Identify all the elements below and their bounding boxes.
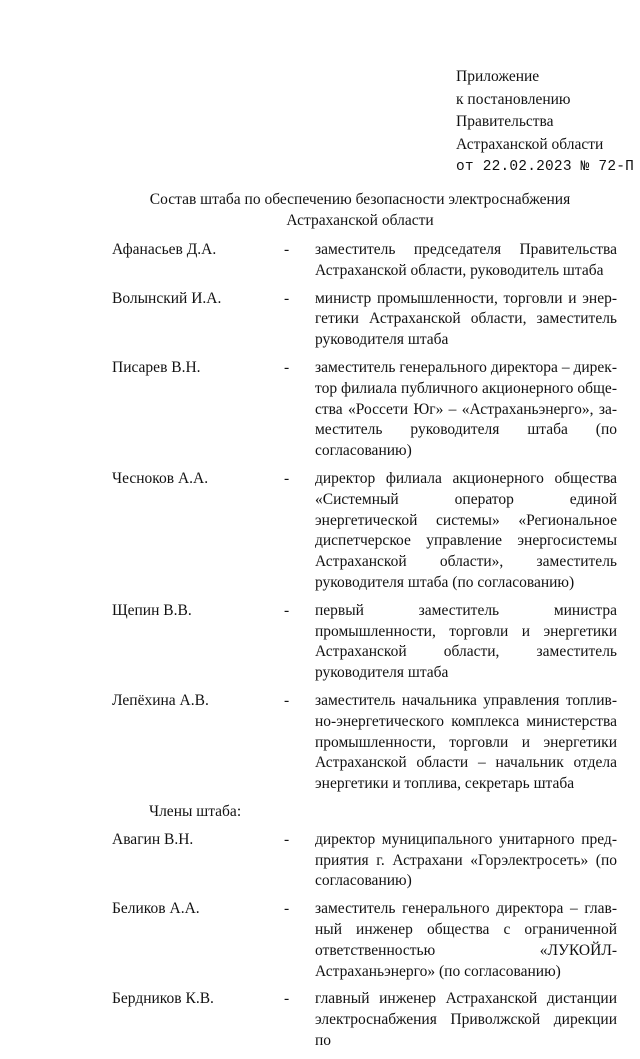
person-name: Чесноков А.А. — [112, 469, 209, 487]
person-name: Беликов А.А. — [112, 900, 200, 918]
person-role: заместитель начальника управления топливно-энергетического комплекса министерства промышленности, торговли и энергетики Астраханской области – начальник отдела энергетики и топлива, секретарь штаба — [315, 691, 617, 793]
person-role: директор муниципального унитарного предприятия г. Астрахани «Горэлектросеть» (по согласованию) — [315, 830, 617, 890]
document-title — [100, 189, 620, 231]
person-role: заместитель генерального директора – директор филиала публичного акционерного общества «Россети Юг» – «Астраханьэнерго», заместитель руководителя штаба (по согласованию) — [315, 358, 617, 460]
appendix-header — [456, 66, 634, 179]
list-item — [112, 691, 622, 795]
person-role: главный инженер Астраханской дистанции электроснабжения Приволжской дирекции по — [315, 990, 617, 1049]
list-item — [112, 358, 622, 462]
appendix-line-3: Правительства — [456, 113, 554, 130]
person-name: Волынский И.А. — [112, 289, 222, 307]
list-item — [112, 899, 622, 982]
person-name: Щепин В.В. — [112, 601, 192, 619]
title-line-1: Состав штаба по обеспечению безопасности электроснабжения — [149, 191, 571, 208]
person-role: директор филиала акционерного общества «Системный оператор единой энергетической системы» «Региональное диспетчерское управление энергосистемы Астраханской области», заместитель руководителя штаба (по согласованию) — [315, 469, 617, 591]
separator-dash: - — [284, 691, 290, 709]
person-role: первый заместитель министра промышленности, торговли и энергетики Астраханской области, заместитель руководителя штаба — [315, 601, 617, 682]
separator-dash: - — [284, 241, 290, 258]
person-role: заместитель генерального директора – главный инженер общества с ограниченной ответственностью «ЛУКОЙЛ-Астраханьэнерго» (по согласованию) — [315, 900, 617, 980]
list-item — [112, 830, 622, 892]
list-item — [112, 989, 622, 1051]
separator-dash: - — [284, 830, 290, 848]
appendix-line-2: к постановлению — [456, 90, 571, 108]
separator-dash: - — [284, 990, 290, 1008]
person-role: заместитель председателя Правительства Астраханской области, руководитель штаба — [315, 241, 617, 279]
separator-dash: - — [284, 469, 290, 487]
appendix-line-4: Астраханской области — [456, 135, 604, 153]
appendix-date-number: от 22.02.2023 № 72-П — [456, 159, 635, 175]
members-heading: Члены штаба: — [149, 802, 242, 820]
person-name: Афанасьев Д.А. — [112, 241, 217, 258]
person-name: Авагин В.Н. — [112, 830, 194, 848]
list-item — [112, 469, 622, 594]
person-name: Лепёхина А.В. — [112, 691, 209, 709]
staff-composition-list — [112, 240, 622, 1059]
separator-dash: - — [284, 358, 290, 376]
title-line-2: Астраханской области — [286, 212, 434, 229]
list-item — [112, 240, 622, 282]
separator-dash: - — [284, 289, 290, 307]
list-item — [112, 289, 622, 351]
separator-dash: - — [284, 601, 290, 619]
person-name: Писарев В.Н. — [112, 358, 201, 376]
separator-dash: - — [284, 900, 290, 918]
list-item — [112, 601, 622, 684]
person-name: Бердников К.В. — [112, 990, 214, 1008]
appendix-line-1: Приложение — [456, 68, 540, 85]
person-role: министр промышленности, торговли и энергетики Астраханской области, заместитель руководителя штаба — [315, 289, 617, 349]
